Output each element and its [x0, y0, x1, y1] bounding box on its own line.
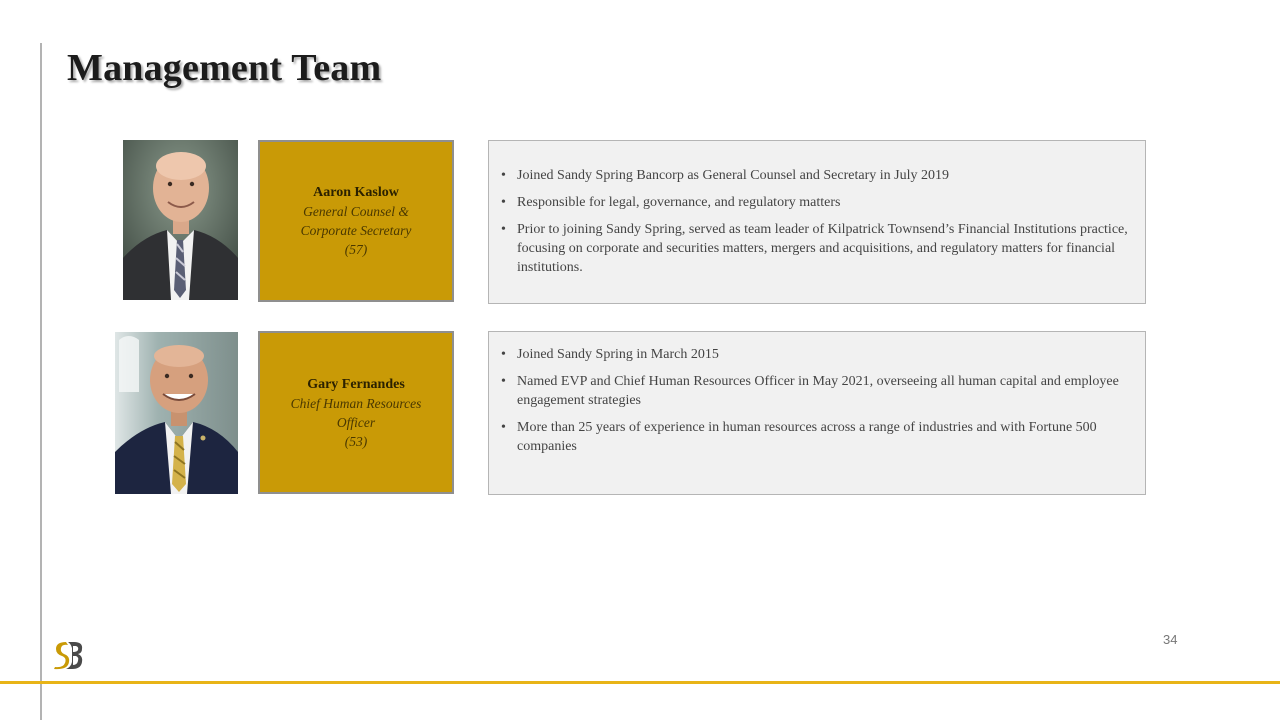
member-title: General Counsel & Corporate Secretary	[300, 204, 412, 238]
name-card-gary-fernandes	[258, 331, 454, 494]
member-age: (53)	[344, 433, 368, 449]
photo-aaron-kaslow	[123, 140, 238, 300]
member-age: (57)	[344, 242, 368, 257]
bio-bullet: • Joined Sandy Spring Bancorp as General Counsel and Secretary in July 2019	[501, 168, 949, 183]
member-title: Chief Human Resources Officer	[290, 395, 422, 430]
bio-aaron-kaslow	[488, 140, 1146, 304]
bio-bullet: • Responsible for legal, governance, and regulatory matters	[501, 195, 841, 210]
member-name: Aaron Kaslow	[313, 185, 399, 200]
bio-bullet: • More than 25 years of experience in human resources across a range of industries and with Fortune 500 companies	[501, 420, 1097, 454]
page-title: Management Team	[67, 47, 382, 89]
bio-bullet: • Prior to joining Sandy Spring, served as team leader of Kilpatrick Townsend’s Financial Institutions practice, focusing on corporate and securities matters, mergers and acquisitions, and regulatory matters for financial institutions.	[501, 222, 1128, 275]
left-vertical-rule	[40, 43, 42, 720]
name-card-aaron-kaslow	[258, 140, 454, 302]
photo-gary-fernandes	[115, 332, 238, 494]
bio-bullet: • Joined Sandy Spring in March 2015	[501, 347, 719, 362]
sandy-spring-logo-icon	[52, 640, 84, 670]
member-name: Gary Fernandes	[307, 376, 405, 392]
bio-bullet: • Named EVP and Chief Human Resources Officer in May 2021, overseeing all human capital and employee engagement strategies	[501, 374, 1119, 408]
bio-gary-fernandes	[488, 331, 1146, 495]
page-number: 34	[1163, 632, 1178, 647]
bottom-gold-rule	[0, 681, 1280, 684]
